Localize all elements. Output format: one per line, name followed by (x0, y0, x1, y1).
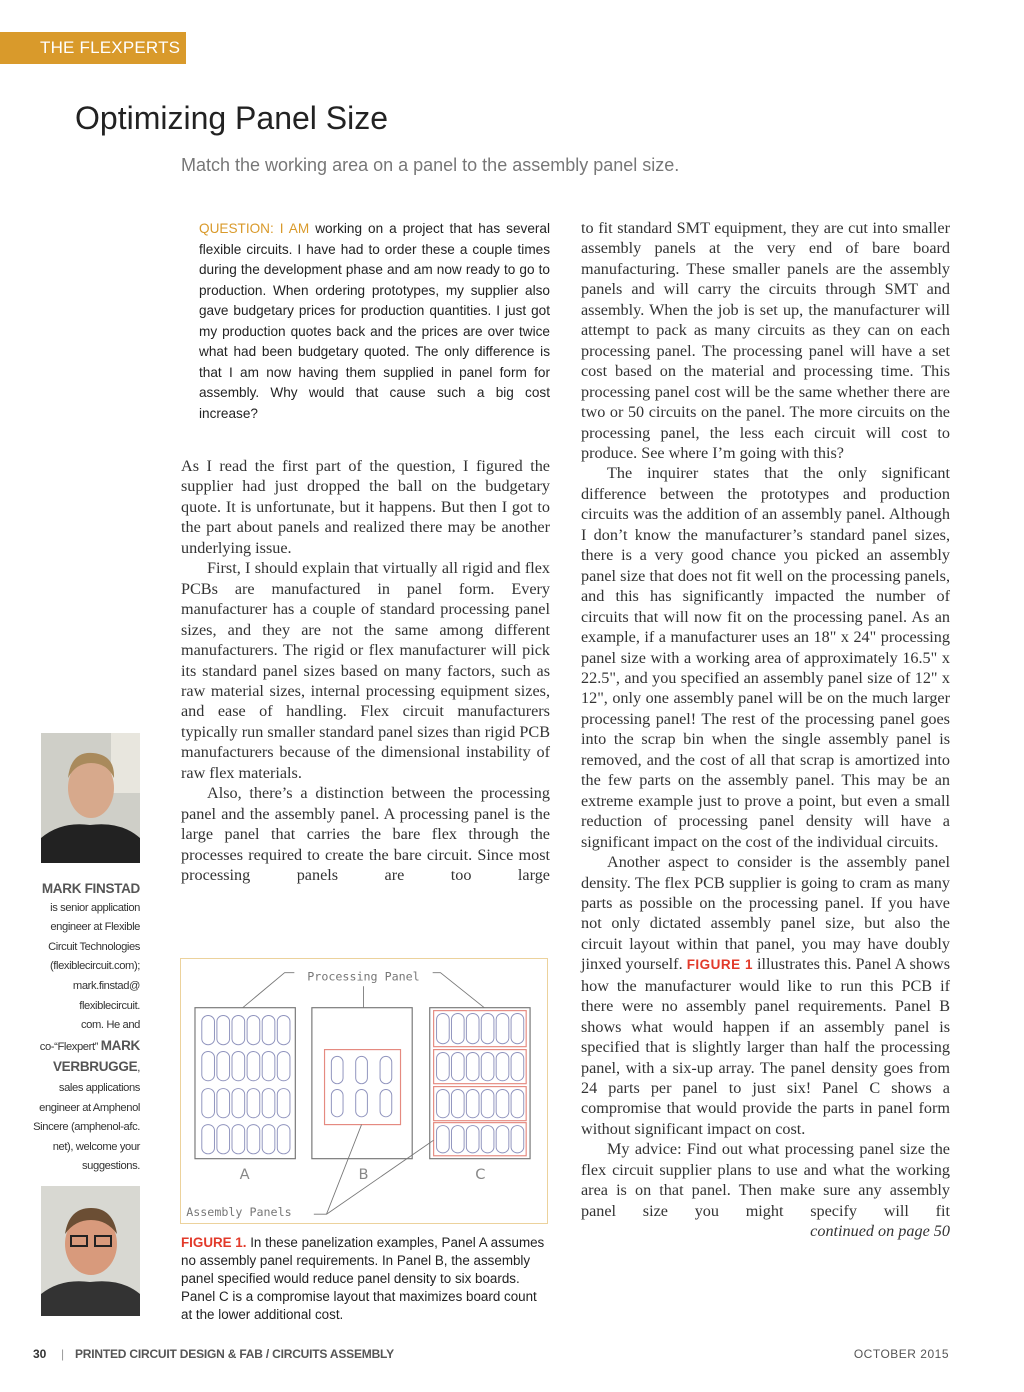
flex-circuit (437, 1126, 450, 1153)
caption-text: In these panelization examples, Panel A assumes no assembly panel requirements. In Panel B, the assembly panel specified would reduce panel density to six boards. Panel C is a compromise layout that maximizes board count at the lower additional cost. (181, 1235, 545, 1322)
flex-circuit (496, 1090, 509, 1118)
flex-circuit (481, 1090, 494, 1118)
flex-circuit (277, 1015, 290, 1044)
figure-caption (181, 1234, 551, 1324)
flex-circuit (232, 1015, 245, 1044)
page-number: 30 (33, 1347, 47, 1361)
publication-name: PRINTED CIRCUIT DESIGN & FAB / CIRCUITS ASSEMBLY (75, 1347, 394, 1361)
author-name: MARK (100, 1037, 140, 1053)
article-subtitle: Match the working area on a panel to the assembly panel size. (181, 155, 680, 175)
bio-line: is senior application (50, 901, 140, 914)
bio-text: co-“Flexpert” (39, 1040, 101, 1053)
leader-line (326, 1140, 433, 1214)
flex-circuit (262, 1125, 275, 1154)
flex-circuit (232, 1052, 245, 1081)
flex-circuit (466, 1053, 479, 1081)
paragraph: to fit standard SMT equipment, they are cut into smaller assembly panels at the very end of bare board manufacturing. These smaller panels are the assembly panels and will carry the circuits through SMT and assembly. When the job is set up, the manufacturer will attempt to pack as many circuits as they can on each processing panel. The processing panel will have a set cost based on the material and processing time. This processing panel cost will be the same whether there are two or 50 circuits on the panel. The more circuits on the processing panel, the less each circuit will cost to produce. See where I’m going with this? (581, 219, 950, 462)
flex-circuit (202, 1125, 215, 1154)
figure-reference: FIGURE 1 (686, 957, 753, 973)
flex-circuit (247, 1089, 260, 1118)
flex-circuit (247, 1125, 260, 1154)
flex-circuit (466, 1126, 479, 1153)
assembly-panels-label: Assembly Panels (186, 1205, 292, 1220)
author-photo-finstad (41, 733, 140, 863)
reader-question (199, 219, 550, 424)
bio-line: com. He and (80, 1019, 140, 1032)
bio-line: suggestions. (81, 1160, 140, 1173)
leader-line (243, 973, 295, 1008)
flex-circuit (331, 1090, 343, 1117)
flex-circuit (217, 1052, 230, 1081)
flex-circuit (481, 1053, 494, 1081)
flex-circuit (217, 1015, 230, 1044)
assembly-panel-b (325, 1050, 401, 1125)
author-name: MARK FINSTAD (41, 881, 140, 896)
flex-circuit (451, 1090, 464, 1118)
bio-text: , (137, 1062, 140, 1075)
leader-line (314, 1125, 362, 1215)
panel-label-a: A (239, 1166, 250, 1184)
article-title: Optimizing Panel Size (75, 100, 389, 136)
paragraph: First, I should explain that virtually all rigid and flex PCBs are manufactured in panel form. Every manufacturer has a couple of standard processing panel sizes, and they are not the same among different manufacturers. The rigid or flex manufacturer will pick its standard panel sizes based on many factors, such as raw material sizes, internal processing equipment sizes, and ease of handling. Flex circuit manufacturers typically run smaller standard panel sizes than rigid PCB manufacturers because of the dimensional instability of raw flex materials. (181, 559, 550, 782)
flex-circuit (511, 1053, 524, 1081)
issue-date: OCTOBER 2015 (853, 1347, 949, 1361)
author-bio (20, 879, 140, 1177)
flex-circuit (466, 1014, 479, 1044)
flex-circuit (496, 1014, 509, 1044)
bio-line: Sincere (amphenol-afc. (33, 1121, 140, 1134)
bio-line: (flexiblecircuit.com); (49, 960, 140, 973)
bio-line: mark.finstad@ (72, 979, 140, 992)
panel-diagram (181, 959, 546, 1222)
flex-circuit (437, 1090, 450, 1118)
flex-circuit (451, 1053, 464, 1081)
flex-circuit (511, 1014, 524, 1044)
flex-circuit (466, 1090, 479, 1118)
body-column-right (581, 218, 950, 1242)
body-column-left (181, 456, 550, 886)
leader-line (433, 973, 485, 1008)
bio-line: flexiblecircuit. (79, 999, 140, 1012)
paragraph: Also, there’s a distinction between the processing panel and the assembly panel. A processing panel is the large panel that carries the bare flex through the processes required to create the bare circuit. Since most processing panels are too large (181, 784, 550, 885)
flex-circuit (496, 1126, 509, 1153)
flex-circuit (451, 1014, 464, 1044)
flex-circuit (437, 1053, 450, 1081)
footer-separator: | (61, 1347, 65, 1361)
figure-1 (180, 958, 548, 1224)
question-lead: QUESTION: I AM (199, 221, 310, 236)
processing-panel-label: Processing Panel (307, 969, 420, 984)
flex-circuit (262, 1052, 275, 1081)
section-banner: THE FLEXPERTS (0, 32, 186, 64)
flex-circuit (202, 1052, 215, 1081)
bio-line: engineer at Amphenol (39, 1101, 140, 1114)
bio-line: sales applications (58, 1081, 140, 1094)
flex-circuit (277, 1125, 290, 1154)
flex-circuit (247, 1015, 260, 1044)
flex-circuit (451, 1126, 464, 1153)
flex-circuit (356, 1056, 368, 1083)
author-name: VERBRUGGE (52, 1059, 138, 1075)
flex-circuit (217, 1089, 230, 1118)
flex-circuit (380, 1056, 392, 1083)
flex-circuit (437, 1014, 450, 1044)
paragraph: As I read the first part of the question, I figured the supplier had just dropped the ball on the budgetary quote. It is unfortunate, but it happens. But then I got to the part about panels and realized there may be another underlying issue. (181, 457, 550, 557)
paragraph: My advice: Find out what processing panel size the flex circuit supplier plans to use and what the working area is on that panel. Then make sure any assembly panel size you might specify will fit (581, 1140, 950, 1220)
bio-line: Circuit Technologies (48, 940, 140, 953)
flex-circuit (232, 1125, 245, 1154)
question-text: working on a project that has several flexible circuits. I have had to order these a couple times during the development phase and am now ready to go to production. When ordering prototypes, my supplier also gave budgetary prices for production quantities. I just got my production quotes back and the prices are over twice what had been budgetary quoted. The only difference is that I am now having them supplied in panel form for assembly. Why would that cause such a big cost increase? (199, 221, 550, 421)
paragraph (581, 852, 950, 1139)
flex-circuit (511, 1126, 524, 1153)
flex-circuit (277, 1052, 290, 1081)
flex-circuit (481, 1126, 494, 1153)
flex-circuit (277, 1089, 290, 1118)
paragraph: The inquirer states that the only significant difference between the prototypes and production circuits was the addition of an assembly panel. Although I don’t know the manufacturer’s standard panel sizes, there is a very good chance you picked an assembly panel size that does not fit well on the processing panels, and this has significantly impacted the number of circuits that will now fit on the processing panel. As an example, if a manufacturer uses an 18" x 24" processing panel size with a working area of approximately 16.5" x 22.5", and you specified an assembly panel size of 12" x 12", only one assembly panel will be on the much larger processing panel! The rest of the processing panel goes into the scrap bin when the single assembly panel is removed, and the cost of all that scrap is amortized into the few parts on the assembly panel. This may be an extreme example just to prove a point, but even a small reduction of processing panel density will have a significant impact on the cost of the individual circuits. (581, 464, 950, 851)
flex-circuit (496, 1053, 509, 1081)
flex-circuit (356, 1090, 368, 1117)
flex-circuit (202, 1089, 215, 1118)
flex-circuit (202, 1015, 215, 1044)
panel-label-c: C (475, 1166, 486, 1184)
flex-circuit (247, 1052, 260, 1081)
panel-label-b: B (358, 1166, 369, 1184)
author-photo-verbrugge (41, 1186, 140, 1316)
flex-circuit (232, 1089, 245, 1118)
flex-circuit (481, 1014, 494, 1044)
continued-note: continued on page 50 (810, 1222, 950, 1241)
paragraph-text: Another aspect to consider is the assembly panel density. The flex PCB supplier is going to cram as many parts as possible on the processing panel. If you have not only dictated assembly panel size, but also the circuit layout within that panel, you may have doubly jinxed yourself. (581, 853, 950, 974)
bio-line: net), welcome your (52, 1140, 140, 1153)
flex-circuit (217, 1125, 230, 1154)
flex-circuit (262, 1015, 275, 1044)
flex-circuit (511, 1090, 524, 1118)
flex-circuit (380, 1090, 392, 1117)
bio-line: engineer at Flexible (50, 921, 140, 934)
paragraph-text: illustrates this. Panel A shows how the manufacturer would like to run this PCB if there were no assembly panel requirements. Panel B shows what would happen if an assembly panel is specified that is slightly larger than half the processing panel, with a six-up array. The panel density goes from 24 parts per panel to just six! Panel C shows a compromise that would provide the parts in panel form without significant impact on cost. (581, 955, 950, 1138)
flex-circuit (331, 1056, 343, 1083)
flex-circuit (262, 1089, 275, 1118)
caption-label: FIGURE 1. (181, 1235, 247, 1250)
